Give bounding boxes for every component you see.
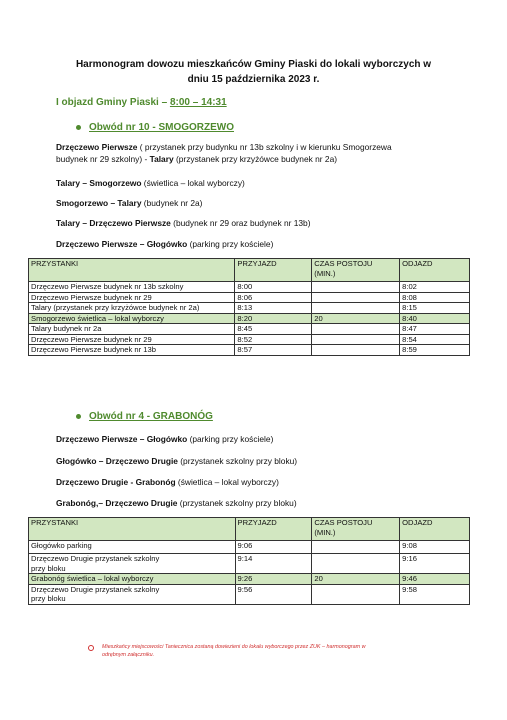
place-name: Talary – Drzęczewo Pierwsze (56, 218, 171, 228)
cell-arrival: 8:06 (235, 292, 312, 303)
place-detail: (parking przy kościele) (187, 434, 274, 444)
header-departure: ODJAZD (400, 518, 470, 541)
place-detail: (przystanek przy krzyżówce budynek nr 2a) (173, 154, 338, 164)
place-name: Drzęczewo Pierwsze (56, 142, 138, 152)
cell-wait (312, 303, 400, 314)
cell-arrival: 9:26 (235, 574, 312, 585)
cell-wait (312, 345, 400, 356)
cell-stop: Drzęczewo Pierwsze budynek nr 13b szkolny (29, 282, 235, 293)
place-name: Głogówko – Drzęczewo Drugie (56, 456, 178, 466)
cell-stop: Głogówko parking (29, 541, 236, 554)
cell-stop: Drzęczewo Drugie przystanek szkolny przy bloku (29, 554, 236, 574)
circuit-title: Obwód nr 4 - GRABONÓG (89, 411, 213, 422)
table-row (29, 584, 470, 604)
cell-wait (312, 584, 400, 604)
header-stop-time-line-2: (MIN.) (314, 268, 336, 278)
place-detail: (parking przy kościele) (187, 239, 274, 249)
cell-stop: Grabonóg świetlica – lokal wyborczy (29, 574, 236, 585)
header-stops: PRZYSTANKI (29, 259, 235, 282)
header-arrival: PRZYJAZD (235, 259, 312, 282)
cell-arrival: 8:57 (235, 345, 312, 356)
cell-stop: Drzęczewo Pierwsze budynek nr 29 (29, 292, 235, 303)
circuit1-paragraph-3 (56, 197, 456, 209)
schedule-table-1 (28, 258, 470, 356)
table-row (29, 345, 470, 356)
table-row-highlighted (29, 574, 470, 585)
footnote (88, 643, 460, 659)
cell-stop: Drzęczewo Drugie przystanek szkolny przy bloku (29, 584, 236, 604)
route-time: 8:00 – 14:31 (169, 97, 227, 108)
table-row (29, 303, 470, 314)
circuit1-paragraph-1 (56, 141, 456, 165)
circuit-title: Obwód nr 10 - SMOGORZEWO (89, 122, 234, 133)
circuit1-paragraph-5 (56, 238, 456, 250)
cell-stop: Drzęczewo Pierwsze budynek nr 29 (29, 334, 235, 345)
table-header-row (29, 259, 470, 282)
place-detail: (przystanek szkolny przy bloku) (177, 498, 297, 508)
place-detail: budynek nr 29 szkolny) - (56, 154, 150, 164)
cell-stop: Talary (przystanek przy krzyżówce budynek nr 2a) (29, 303, 235, 314)
place-name: Talary – Smogorzewo (56, 178, 142, 188)
cell-departure: 8:15 (400, 303, 470, 314)
cell-departure: 8:47 (400, 324, 470, 335)
footnote-line-1: Mieszkańcy miejscowości Taniecznica zostaną dowiezieni do lokalu wyborczego przez ZUK – harmonogram w (102, 644, 366, 650)
header-stops: PRZYSTANKI (29, 518, 236, 541)
cell-wait (312, 324, 400, 335)
route-heading (56, 97, 227, 108)
place-name: Drzęczewo Pierwsze – Głogówko (56, 434, 188, 444)
cell-arrival: 8:45 (235, 324, 312, 335)
document-title (40, 57, 467, 87)
table-header-row (29, 518, 470, 541)
table-row (29, 554, 470, 574)
header-stop-time-line-2: (MIN.) (314, 527, 336, 537)
cell-arrival: 8:00 (235, 282, 312, 293)
place-name: Smogorzewo – Talary (56, 198, 142, 208)
cell-wait (312, 282, 400, 293)
cell-stop: Drzęczewo Pierwsze budynek nr 13b (29, 345, 235, 356)
cell-wait: 20 (312, 574, 400, 585)
cell-arrival: 8:13 (235, 303, 312, 314)
place-detail: ( przystanek przy budynku nr 13b szkolny i w kierunku Smogorzewa (137, 142, 392, 152)
bullet-icon (76, 414, 81, 419)
circuit1-paragraph-4 (56, 217, 456, 229)
route-label: I objazd Gminy Piaski – (56, 97, 168, 108)
cell-stop: Smogorzewo świetlica – lokal wyborczy (29, 313, 235, 324)
cell-departure: 8:59 (400, 345, 470, 356)
cell-departure: 9:16 (400, 554, 470, 574)
cell-wait (312, 292, 400, 303)
place-detail: (budynek nr 29 oraz budynek nr 13b) (170, 218, 311, 228)
circuit2-paragraph-2 (56, 455, 456, 467)
header-stop-time (312, 259, 400, 282)
cell-arrival: 8:52 (235, 334, 312, 345)
cell-wait (312, 541, 400, 554)
table-row-highlighted (29, 313, 470, 324)
place-detail: (budynek nr 2a) (141, 198, 203, 208)
cell-departure: 8:54 (400, 334, 470, 345)
header-departure: ODJAZD (400, 259, 470, 282)
cell-departure: 9:46 (400, 574, 470, 585)
cell-departure: 9:58 (400, 584, 470, 604)
schedule-table-2 (28, 517, 470, 605)
cell-wait (312, 334, 400, 345)
table-row (29, 292, 470, 303)
title-line-1: Harmonogram dowozu mieszkańców Gminy Piaski do lokali wyborczych w (75, 59, 432, 70)
place-name: Talary (149, 154, 174, 164)
cell-arrival: 9:06 (235, 541, 312, 554)
footnote-line-2: odrębnym załączniku. (102, 652, 155, 658)
cell-arrival: 9:56 (235, 584, 312, 604)
place-name: Drzęczewo Pierwsze – Głogówko (56, 239, 188, 249)
place-name: Grabonóg,– Drzęczewo Drugie (56, 498, 178, 508)
circuit2-paragraph-1 (56, 433, 456, 445)
place-name: Drzęczewo Drugie - Grabonóg (56, 477, 176, 487)
table-row (29, 541, 470, 554)
circuit2-paragraph-3 (56, 476, 456, 488)
cell-stop: Talary budynek nr 2a (29, 324, 235, 335)
cell-wait (312, 554, 400, 574)
cell-departure: 9:08 (400, 541, 470, 554)
table-row (29, 324, 470, 335)
circuit-heading-smogorzewo (76, 122, 234, 133)
cell-arrival: 9:14 (235, 554, 312, 574)
place-detail: (świetlica – lokal wyborczy) (141, 178, 245, 188)
place-detail: (świetlica – lokal wyborczy) (175, 477, 279, 487)
cell-departure: 8:02 (400, 282, 470, 293)
table-row (29, 282, 470, 293)
table-row (29, 334, 470, 345)
header-arrival: PRZYJAZD (235, 518, 312, 541)
circuit-heading-grabonog (76, 411, 213, 422)
circuit1-paragraph-2 (56, 177, 456, 189)
bullet-icon (76, 125, 81, 130)
cell-wait: 20 (312, 313, 400, 324)
title-line-2: dniu 15 października 2023 r. (187, 74, 320, 85)
place-detail: (przystanek szkolny przy bloku) (177, 456, 298, 466)
header-stop-time (312, 518, 400, 541)
cell-departure: 8:40 (400, 313, 470, 324)
cell-arrival: 8:20 (235, 313, 312, 324)
header-stop-time-line-1: CZAS POSTOJU (314, 259, 373, 268)
header-stop-time-line-1: CZAS POSTOJU (314, 518, 373, 527)
circuit2-paragraph-4 (56, 497, 456, 509)
cell-departure: 8:08 (400, 292, 470, 303)
